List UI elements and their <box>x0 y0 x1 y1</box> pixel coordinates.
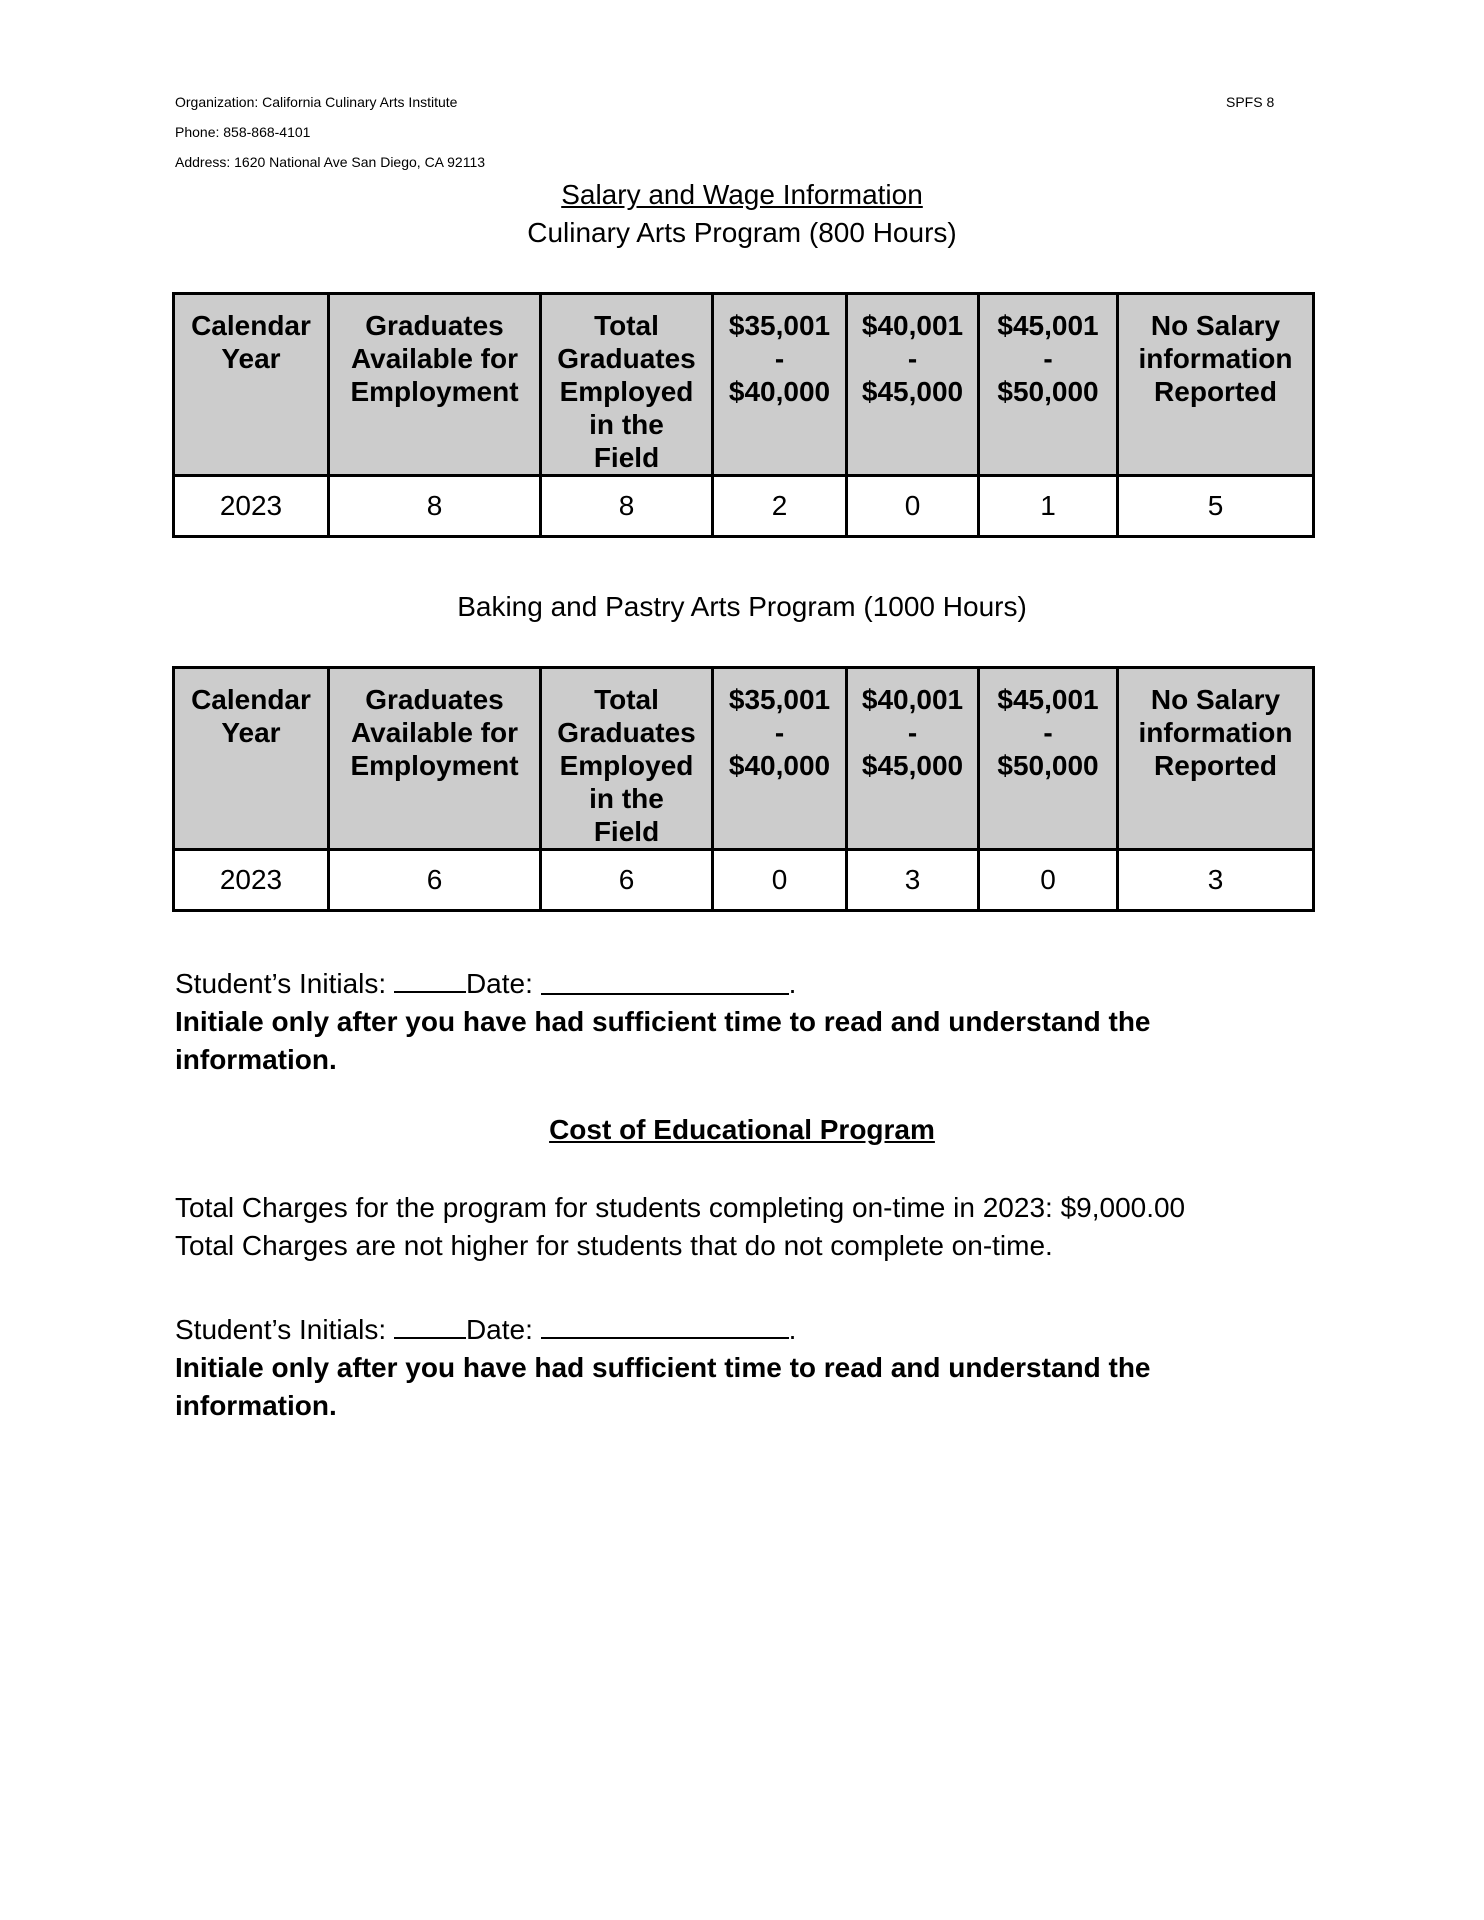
initials-label: Student’s Initials: <box>175 1314 387 1345</box>
program2-title: Baking and Pastry Arts Program (1000 Hours) <box>457 591 1027 622</box>
address-line: Address: 1620 National Ave San Diego, CA 92113 <box>175 154 486 170</box>
initial-instruction: Initiale only after you have had sufficient time to read and understand the information. <box>175 1352 1151 1421</box>
column-header: No Salary information Reported <box>1118 294 1314 476</box>
column-header: No Salary information Reported <box>1118 668 1314 850</box>
table-cell: 8 <box>329 476 541 537</box>
table-cell: 1 <box>979 476 1118 537</box>
table-cell: 2023 <box>174 850 329 911</box>
date-blank[interactable] <box>541 1309 789 1339</box>
initials-label: Student’s Initials: <box>175 968 387 999</box>
table-cell: 0 <box>713 850 847 911</box>
date-label: Date: <box>465 968 533 999</box>
column-header: $45,001 - $50,000 <box>979 294 1118 476</box>
table-header-row <box>174 294 1314 476</box>
column-header: Total Graduates Employed in the Field <box>541 668 713 850</box>
phone-line: Phone: 858-868-4101 <box>175 124 311 140</box>
table-cell: 0 <box>979 850 1118 911</box>
table-row <box>174 476 1314 537</box>
table-cell: 0 <box>847 476 979 537</box>
initials-blank[interactable] <box>394 1309 466 1339</box>
acknowledgement-block-1 <box>175 963 1315 1079</box>
table-cell: 5 <box>1118 476 1314 537</box>
table-cell: 6 <box>329 850 541 911</box>
column-header: Graduates Available for Employment <box>329 294 541 476</box>
column-header: Graduates Available for Employment <box>329 668 541 850</box>
table-cell: 3 <box>1118 850 1314 911</box>
organization-line: Organization: California Culinary Arts Institute <box>175 94 458 110</box>
cost-text <box>175 1189 1315 1265</box>
acknowledgement-block-2 <box>175 1309 1315 1425</box>
table-cell: 2023 <box>174 476 329 537</box>
table-row <box>174 850 1314 911</box>
table-cell: 6 <box>541 850 713 911</box>
table-header-row <box>174 668 1314 850</box>
column-header: $40,001 - $45,000 <box>847 294 979 476</box>
column-header: $45,001 - $50,000 <box>979 668 1118 850</box>
program1-title: Culinary Arts Program (800 Hours) <box>527 217 957 248</box>
date-period: . <box>788 1314 797 1345</box>
table-cell: 2 <box>713 476 847 537</box>
baking-salary-table <box>172 666 1315 912</box>
column-header: $40,001 - $45,000 <box>847 668 979 850</box>
main-title: Salary and Wage Information <box>561 179 923 210</box>
total-charges-line: Total Charges for the program for students completing on-time in 2023: $9,000.00 <box>175 1192 1186 1223</box>
table-cell: 3 <box>847 850 979 911</box>
table-cell: 8 <box>541 476 713 537</box>
form-id: SPFS 8 <box>1226 94 1275 110</box>
initials-blank[interactable] <box>394 963 466 993</box>
culinary-salary-table <box>172 292 1315 538</box>
charges-note-line: Total Charges are not higher for students that do not complete on-time. <box>175 1230 1053 1261</box>
date-blank[interactable] <box>541 965 789 995</box>
column-header: $35,001 - $40,000 <box>713 294 847 476</box>
date-period: . <box>788 968 797 999</box>
cost-heading: Cost of Educational Program <box>549 1114 935 1145</box>
initial-instruction: Initiale only after you have had sufficient time to read and understand the information. <box>175 1006 1151 1075</box>
column-header: $35,001 - $40,000 <box>713 668 847 850</box>
date-label: Date: <box>465 1314 533 1345</box>
column-header: Calendar Year <box>174 668 329 850</box>
column-header: Calendar Year <box>174 294 329 476</box>
initials-line <box>175 963 1315 1003</box>
column-header: Total Graduates Employed in the Field <box>541 294 713 476</box>
initials-line <box>175 1309 1315 1349</box>
